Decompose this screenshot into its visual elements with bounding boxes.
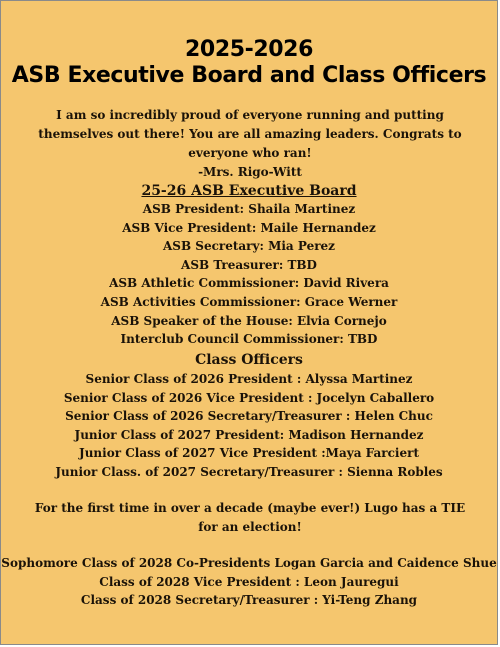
officer-senior-secretary-treasurer: Senior Class of 2026 Secretary/Treasurer : Helen Chuc [65,409,433,424]
intro-message [19,106,481,182]
officer-sophomore-vice-president: Class of 2028 Vice President : Leon Jauregui [99,574,399,589]
board-item-secretary: ASB Secretary: Mia Perez [163,239,335,254]
officer-junior-president: Junior Class of 2027 President: Madison Hernandez [74,427,424,442]
board-item-athletic-commissioner: ASB Athletic Commissioner: David Rivera [109,276,389,291]
intro-text: I am so incredibly proud of everyone running and putting themselves out there! You are all amazing leaders. Congrats to everyone who ran! [38,108,462,160]
executive-board-heading: 25-26 ASB Executive Board [141,183,357,199]
officer-senior-president: Senior Class of 2026 President : Alyssa Martinez [85,372,413,386]
executive-board-section [1,182,497,349]
officer-sophomore-co-presidents: Sophomore Class of 2028 Co-Presidents Logan Garcia and Caidence Shue [1,556,497,570]
board-item-treasurer: ASB Treasurer: TBD [181,257,317,272]
board-item-interclub-commissioner: Interclub Council Commissioner: TBD [120,332,378,347]
title-main: ASB Executive Board and Class Officers [11,63,487,88]
officer-junior-vice-president: Junior Class of 2027 Vice President :Maya Farciert [79,446,419,461]
sophomore-officers-section [1,554,497,610]
title-year: 2025-2026 [185,37,313,62]
tie-election-note: For the first time in over a decade (maybe ever!) Lugo has a TIE for an election! [34,501,466,534]
board-item-president: ASB President: Shaila Martinez [142,202,356,216]
intro-signature: -Mrs. Rigo-Witt [198,165,302,179]
class-officers-section [1,350,497,482]
board-item-speaker: ASB Speaker of the House: Elvia Cornejo [111,313,387,328]
officer-senior-vice-president: Senior Class of 2026 Vice President : Jocelyn Caballero [63,390,435,405]
board-item-activities-commissioner: ASB Activities Commissioner: Grace Werner [100,294,398,309]
board-item-vice-president: ASB Vice President: Maile Hernandez [122,220,376,235]
officer-junior-secretary-treasurer: Junior Class. of 2027 Secretary/Treasurer : Sienna Robles [55,464,443,479]
class-officers-heading: Class Officers [195,352,303,368]
officer-sophomore-secretary-treasurer: Class of 2028 Secretary/Treasurer : Yi-Teng Zhang [80,593,418,608]
